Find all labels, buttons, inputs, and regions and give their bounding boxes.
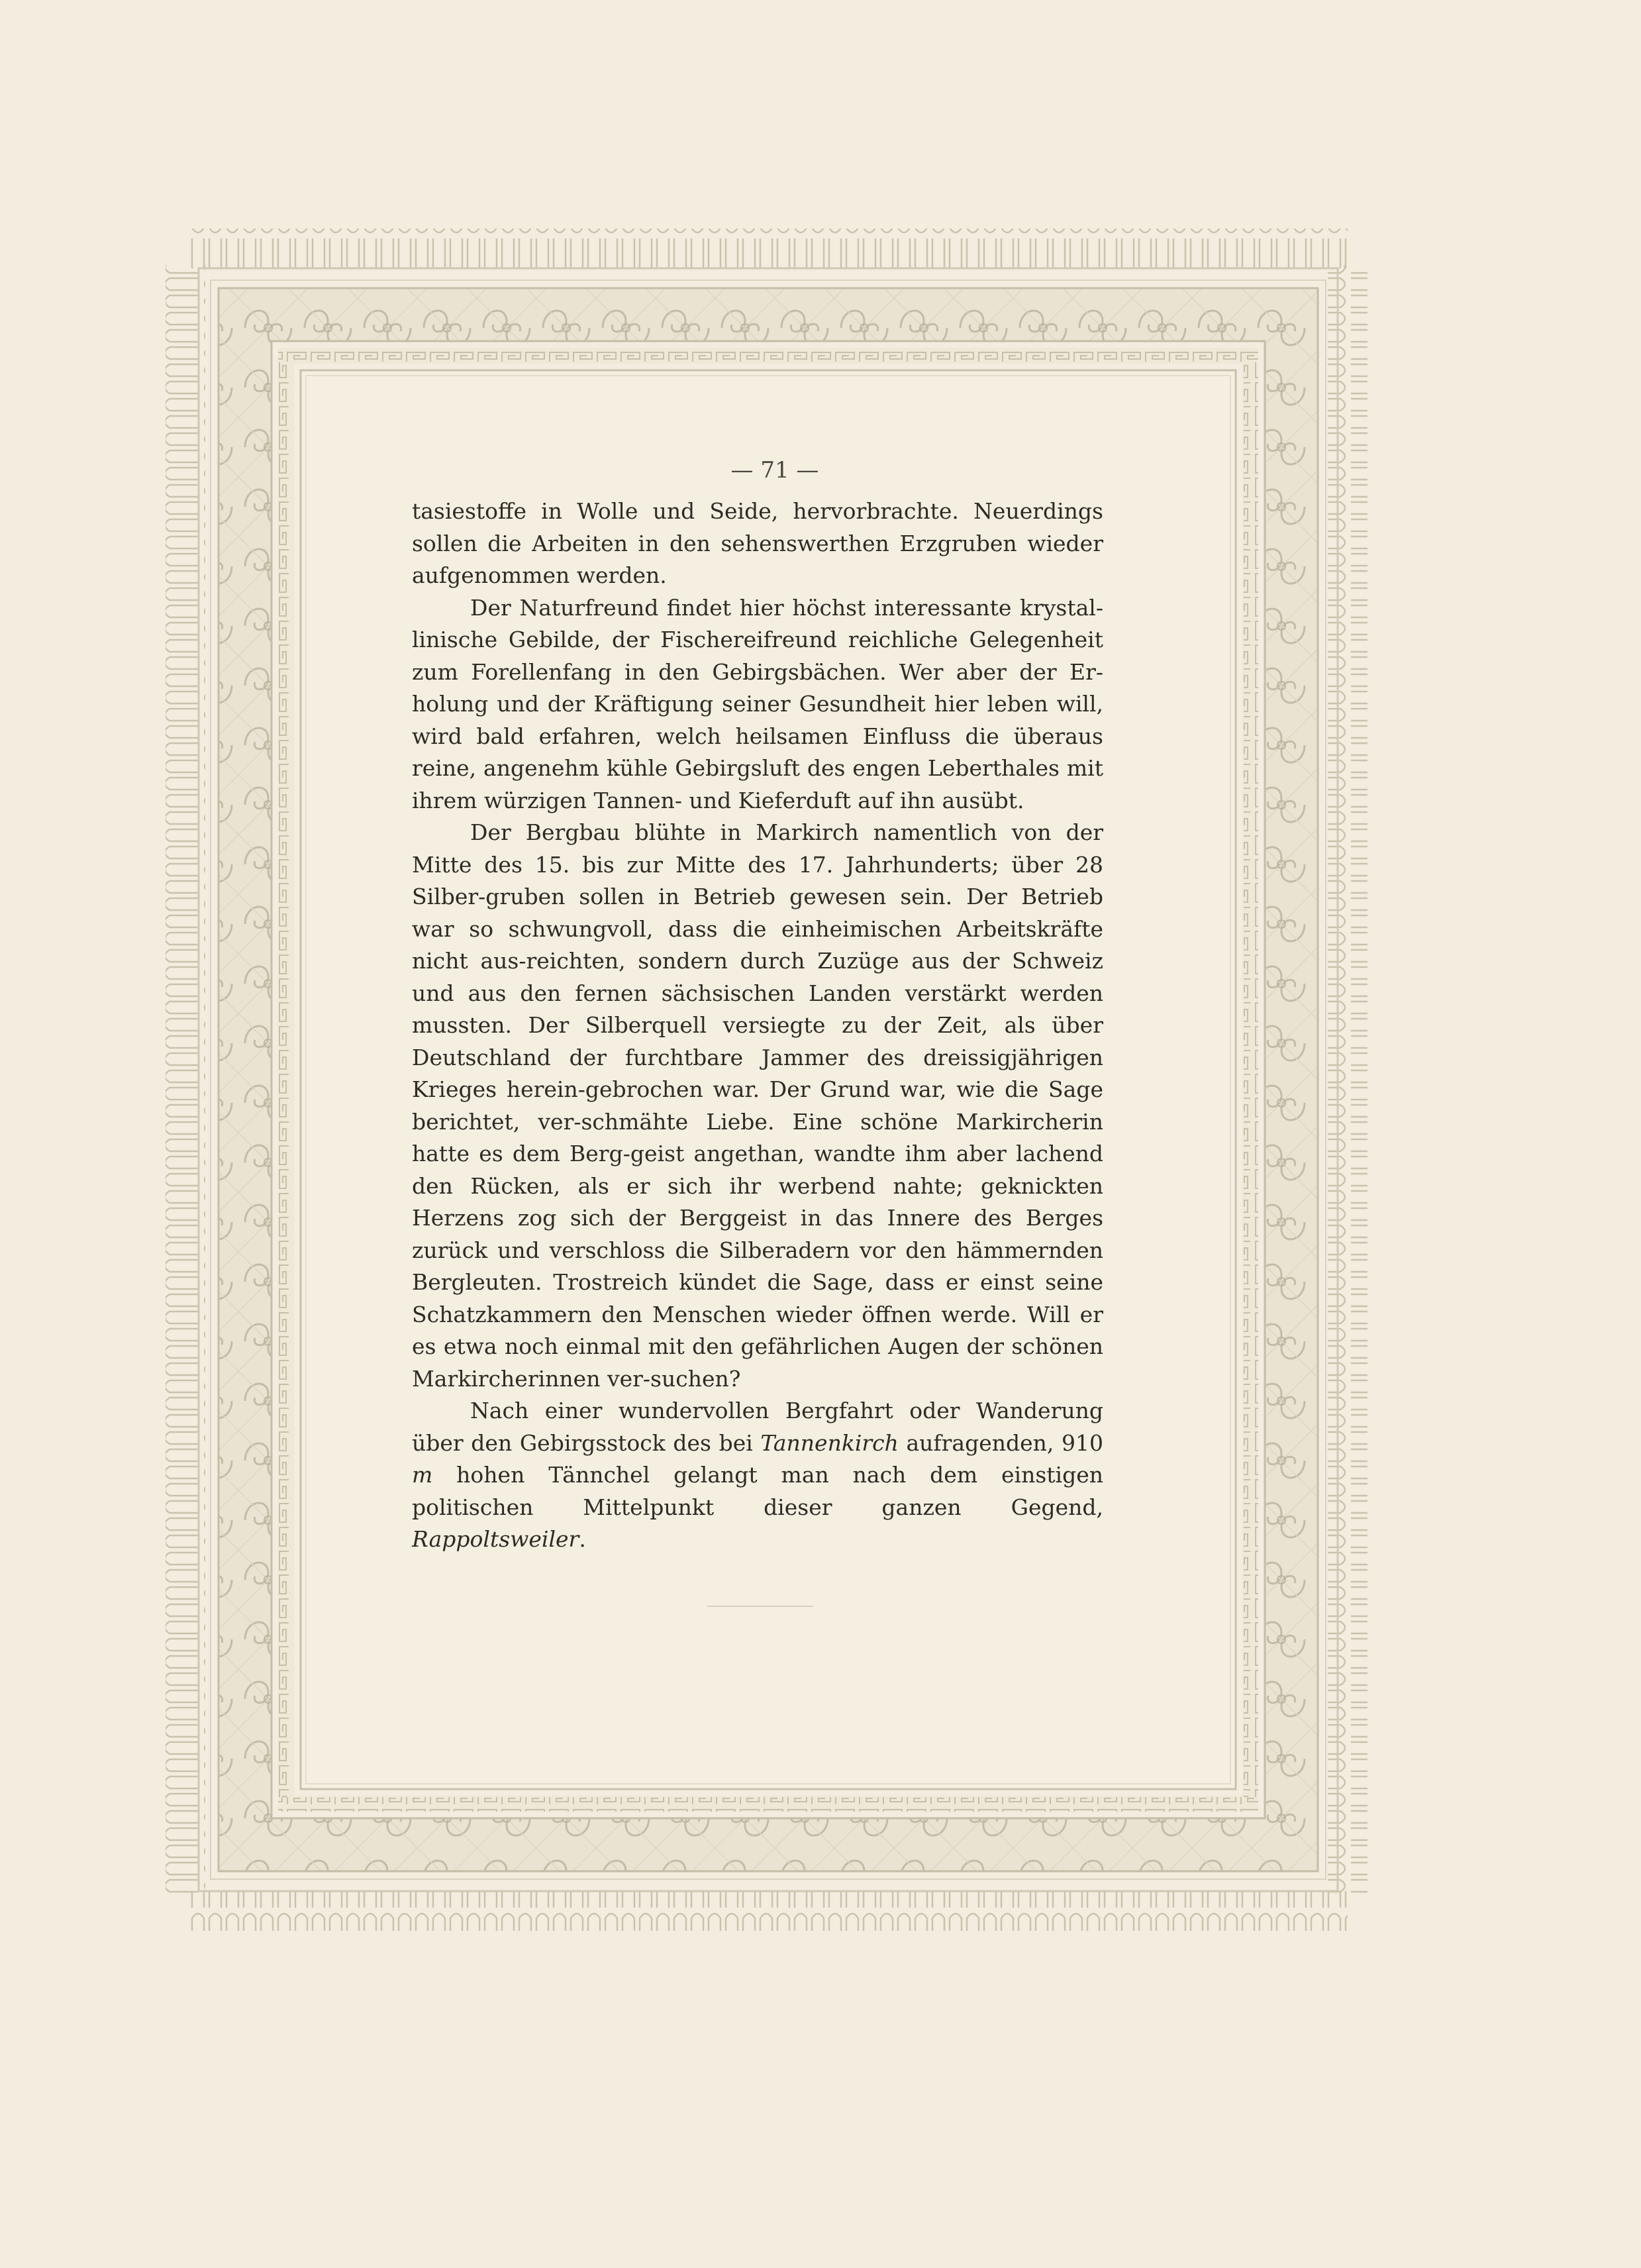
paragraph-3-text: Der Bergbau blühte in Markirch namentlich von der Mitte des 15. bis zur Mitte des 17. Jahrhunderts; über 28 Silber-gruben sollen in Betrieb gewesen sein. Der Betrieb war so schwungvoll, dass die einheimischen Arbeitskräfte nicht aus-reichten, sondern durch Zuzüge aus der Schweiz und aus den fernen sächsischen Landen verstärkt werden mussten. Der Silberquell versiegte zu der Zeit, als über Deutschland der furchtbare Jammer des dreissigjährigen Krieges herein-gebrochen war. Der Grund war, wie die Sage berichtet, ver-schmähte Liebe. Eine schöne Markircherin hatte es dem Berg-geist angethan, wandte ihm aber lachend den Rücken, als er sich ihr werbend nahte; geknickten Herzens zog sich der Berggeist in das Innere des Berges zurück und verschloss die Silberadern vor den hämmernden Bergleuten. Trostreich kündet die Sage, dass er einst seine Schatzkammern den Menschen wieder öffnen werde. Will er es etwa noch einmal mit den gefährlichen Augen der schönen Markircherinnen ver-suchen? — [412, 819, 1103, 1392]
place-name-rappoltsweiler: Rappoltsweiler — [412, 1526, 579, 1552]
paragraph-3 — [412, 817, 1103, 1395]
body-text — [412, 495, 1103, 1556]
paragraph-4-text-b: aufragenden, 910 — [898, 1429, 1103, 1456]
paragraph-4-text-c: hohen Tännchel gelangt man nach dem einstigen politischen Mittelpunkt dieser ganzen Gegend, — [412, 1462, 1103, 1520]
paragraph-2-text: Der Naturfreund findet hier höchst interessante krystal-linische Gebilde, der Fischereifreund reichliche Gelegenheit zum Forellenfang in den Gebirgsbächen. Wer aber der Er-holung und der Kräftigung seiner Gesundheit hier leben will, wird bald erfahren, welch heilsamen Einfluss die überaus reine, angenehm kühle Gebirgsluft des engen Leberthales mit ihrem würzigen Tannen- und Kieferduft auf ihn ausübt. — [412, 594, 1103, 813]
end-rule — [707, 1606, 813, 1607]
paragraph-2 — [412, 592, 1103, 817]
paragraph-4-text-a: Nach einer wundervollen Bergfahrt oder Wanderung über den Gebirgsstock des bei — [412, 1398, 1103, 1456]
unit-meter: m — [412, 1462, 433, 1488]
paragraph-1 — [412, 495, 1103, 592]
paragraph-4-text-d: . — [579, 1526, 586, 1552]
paragraph-4 — [412, 1395, 1103, 1556]
paragraph-1-text: tasiestoffe in Wolle und Seide, hervorbrachte. Neuerdings sollen die Arbeiten in den sehenswerthen Erzgruben wieder aufgenommen werden. — [412, 498, 1103, 588]
place-name-tannenkirch: Tannenkirch — [760, 1429, 899, 1456]
page-number: — 71 — — [730, 457, 819, 484]
